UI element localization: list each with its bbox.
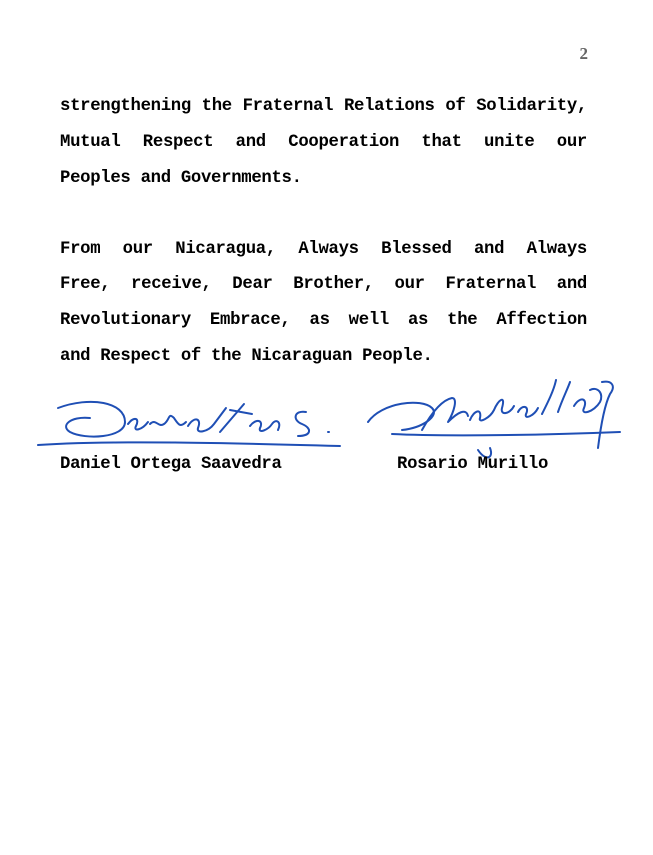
- paragraph-line: Peoples and Governments.: [60, 169, 302, 188]
- page-number: 2: [579, 44, 588, 63]
- paragraph-line: From our Nicaragua, Always Blessed and Always: [60, 240, 587, 259]
- paragraph-line: Free, receive, Dear Brother, our Fraternal and: [60, 275, 587, 294]
- paragraph-line: and Respect of the Nicaraguan People.: [60, 347, 433, 366]
- paragraph-line: strengthening the Fraternal Relations of Solidarity,: [60, 97, 587, 116]
- signer-name-right: Rosario Murillo: [397, 455, 549, 474]
- paragraph-line: Mutual Respect and Cooperation that unite our: [60, 133, 587, 152]
- signer-name-left: Daniel Ortega Saavedra: [60, 455, 282, 474]
- signature-daniel-ortega: [30, 388, 360, 458]
- signature-rosario-murillo: [362, 372, 624, 464]
- paragraph-line: Revolutionary Embrace, as well as the Affection: [60, 311, 587, 330]
